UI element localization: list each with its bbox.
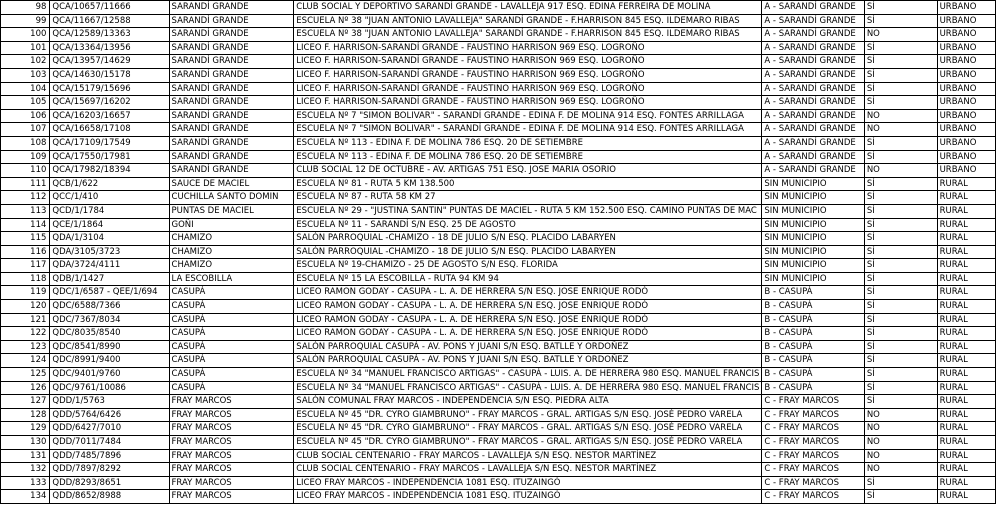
series-range-cell[interactable]: QDD/7485/7896 — [50, 449, 169, 463]
accessible-cell[interactable]: NO — [864, 436, 937, 450]
row-number-cell[interactable]: 114 — [1, 218, 50, 232]
row-number-cell[interactable]: 131 — [1, 449, 50, 463]
row-number-cell[interactable]: 123 — [1, 340, 50, 354]
table-row — [1, 123, 996, 137]
series-range-cell[interactable]: QDA/3105/3723 — [50, 245, 169, 259]
zone-cell[interactable]: RURAL — [937, 408, 995, 422]
accessible-cell[interactable]: NO — [864, 408, 937, 422]
locality-cell[interactable]: SARANDÍ GRANDE — [169, 68, 294, 82]
table-row — [1, 313, 996, 327]
accessible-cell[interactable]: SÍ — [864, 490, 937, 504]
locality-cell[interactable]: PUNTAS DE MACIEL — [169, 204, 294, 218]
venue-address-cell[interactable]: ESCUELA Nº 7 "SIMON BOLIVAR" - SARANDÍ GRANDE - EDINA F. DE MOLINA 914 ESQ. FONTES ARRILLAGA — [294, 109, 762, 123]
table-row — [1, 272, 996, 286]
accessible-cell[interactable]: SÍ — [864, 245, 937, 259]
row-number-cell[interactable]: 133 — [1, 476, 50, 490]
row-number-cell[interactable]: 105 — [1, 96, 50, 110]
table-row — [1, 463, 996, 477]
accessible-cell[interactable]: SÍ — [864, 327, 937, 341]
locality-cell[interactable]: CHAMIZO — [169, 245, 294, 259]
venue-address-cell[interactable]: SALÓN PARROQUIAL -CHAMIZO - 18 DE JULIO S/N ESQ. PLACIDO LABARYEN — [294, 232, 762, 246]
series-range-cell[interactable]: QDC/1/6587 - QEE/1/694 — [50, 286, 169, 300]
series-range-cell[interactable]: QDC/8035/8540 — [50, 327, 169, 341]
row-number-cell[interactable]: 113 — [1, 204, 50, 218]
locality-cell[interactable]: FRAY MARCOS — [169, 449, 294, 463]
accessible-cell[interactable]: NO — [864, 449, 937, 463]
zone-cell[interactable]: RURAL — [937, 272, 995, 286]
table-row — [1, 96, 996, 110]
venue-address-cell[interactable]: SALÓN PARROQUIAL -CHAMIZO - 18 DE JULIO S/N ESQ. PLACIDO LABARYEN — [294, 245, 762, 259]
table-row — [1, 476, 996, 490]
row-number-cell[interactable]: 102 — [1, 55, 50, 69]
municipality-cell[interactable]: B - CASUPÁ — [762, 286, 864, 300]
table-row — [1, 28, 996, 42]
venue-address-cell[interactable]: ESCUELA Nº 34 "MANUEL FRANCISCO ARTIGAS" - CASUPÁ - LUIS. A. DE HERRERA 980 ESQ. MANUEL FRANCIS — [294, 381, 762, 395]
accessible-cell[interactable]: SÍ — [864, 68, 937, 82]
locality-cell[interactable]: CASUPÁ — [169, 381, 294, 395]
municipality-cell[interactable]: SIN MUNICIPIO — [762, 272, 864, 286]
series-range-cell[interactable]: QCB/1/622 — [50, 177, 169, 191]
table-row — [1, 191, 996, 205]
series-range-cell[interactable]: QDC/9401/9760 — [50, 368, 169, 382]
venue-address-cell[interactable]: SALÓN PARROQUIAL CASUPÁ - AV. PONS Y JUANI S/N ESQ. BATLLE Y ORDOÑEZ — [294, 340, 762, 354]
row-number-cell[interactable]: 125 — [1, 368, 50, 382]
series-range-cell[interactable]: QCA/13364/13956 — [50, 41, 169, 55]
row-number-cell[interactable]: 111 — [1, 177, 50, 191]
municipality-cell[interactable]: C - FRAY MARCOS — [762, 436, 864, 450]
municipality-cell[interactable]: A - SARANDÍ GRANDE — [762, 123, 864, 137]
municipality-cell[interactable]: SIN MUNICIPIO — [762, 218, 864, 232]
zone-cell[interactable]: RURAL — [937, 381, 995, 395]
municipality-cell[interactable]: B - CASUPÁ — [762, 354, 864, 368]
table-row — [1, 82, 996, 96]
zone-cell[interactable]: URBANO — [937, 136, 995, 150]
locality-cell[interactable]: FRAY MARCOS — [169, 408, 294, 422]
series-range-cell[interactable]: QCA/11667/12588 — [50, 14, 169, 28]
locality-cell[interactable]: SARANDÍ GRANDE — [169, 14, 294, 28]
locality-cell[interactable]: SAUCE DE MACIEL — [169, 177, 294, 191]
venue-address-cell[interactable]: CLUB SOCIAL CENTENARIO - FRAY MARCOS - LAVALLEJA S/N ESQ. NESTOR MARTÍNEZ — [294, 449, 762, 463]
series-range-cell[interactable]: QDC/8991/9400 — [50, 354, 169, 368]
venue-address-cell[interactable]: LICEO RAMON GODAY - CASUPA - L. A. DE HERRERA S/N ESQ. JOSE ENRIQUE RODÓ — [294, 313, 762, 327]
series-range-cell[interactable]: QDC/6588/7366 — [50, 300, 169, 314]
table-row — [1, 1, 996, 15]
municipality-cell[interactable]: C - FRAY MARCOS — [762, 490, 864, 504]
municipality-cell[interactable]: B - CASUPÁ — [762, 327, 864, 341]
zone-cell[interactable]: RURAL — [937, 436, 995, 450]
venue-address-cell[interactable]: LICEO RAMON GODAY - CASUPA - L. A. DE HERRERA S/N ESQ. JOSE ENRIQUE RODÓ — [294, 327, 762, 341]
locality-cell[interactable]: CASUPÁ — [169, 313, 294, 327]
row-number-cell[interactable]: 104 — [1, 82, 50, 96]
row-number-cell[interactable]: 134 — [1, 490, 50, 504]
venue-address-cell[interactable]: ESCUELA Nº 113 - EDINA F. DE MOLINA 786 ESQ. 20 DE SETIEMBRE — [294, 150, 762, 164]
accessible-cell[interactable]: SÍ — [864, 259, 937, 273]
series-range-cell[interactable]: QCE/1/1864 — [50, 218, 169, 232]
venue-address-cell[interactable]: ESCUELA Nº 38 "JUAN ANTONIO LAVALLEJA" SARANDÍ GRANDE - F.HARRISON 845 ESQ. ILDEMARO RIBAS — [294, 14, 762, 28]
accessible-cell[interactable]: SÍ — [864, 150, 937, 164]
accessible-cell[interactable]: SÍ — [864, 232, 937, 246]
venue-address-cell[interactable]: ESCUELA Nº 38 "JUAN ANTONIO LAVALLEJA" SARANDÍ GRANDE - F.HARRISON 845 ESQ. ILDEMARO RIBAS — [294, 28, 762, 42]
accessible-cell[interactable]: SÍ — [864, 300, 937, 314]
municipality-cell[interactable]: A - SARANDÍ GRANDE — [762, 14, 864, 28]
row-number-cell[interactable]: 115 — [1, 232, 50, 246]
accessible-cell[interactable]: SÍ — [864, 272, 937, 286]
venue-address-cell[interactable]: ESCUELA Nº 11 - SARANDÍ S/N ESQ. 25 DE AGOSTO — [294, 218, 762, 232]
zone-cell[interactable]: RURAL — [937, 191, 995, 205]
zone-cell[interactable]: RURAL — [937, 395, 995, 409]
accessible-cell[interactable]: NO — [864, 109, 937, 123]
venue-address-cell[interactable]: LICEO F. HARRISON-SARANDÍ GRANDE - FAUSTINO HARRISON 969 ESQ. LOGROÑO — [294, 82, 762, 96]
locality-cell[interactable]: SARANDÍ GRANDE — [169, 41, 294, 55]
row-number-cell[interactable]: 103 — [1, 68, 50, 82]
venue-address-cell[interactable]: ESCUELA Nº 45 "DR. CYRO GIAMBRUNO" - FRAY MARCOS - GRAL. ARTIGAS S/N ESQ. JOSÉ PEDRO VARELA — [294, 422, 762, 436]
zone-cell[interactable]: RURAL — [937, 463, 995, 477]
locality-cell[interactable]: SARANDÍ GRANDE — [169, 82, 294, 96]
zone-cell[interactable]: URBANO — [937, 123, 995, 137]
locality-cell[interactable]: FRAY MARCOS — [169, 422, 294, 436]
locality-cell[interactable]: FRAY MARCOS — [169, 436, 294, 450]
row-number-cell[interactable]: 119 — [1, 286, 50, 300]
zone-cell[interactable]: URBANO — [937, 41, 995, 55]
zone-cell[interactable]: RURAL — [937, 204, 995, 218]
municipality-cell[interactable]: SIN MUNICIPIO — [762, 191, 864, 205]
municipality-cell[interactable]: A - SARANDÍ GRANDE — [762, 68, 864, 82]
table-row — [1, 109, 996, 123]
locality-cell[interactable]: CASUPÁ — [169, 368, 294, 382]
table-row — [1, 41, 996, 55]
accessible-cell[interactable]: NO — [864, 463, 937, 477]
municipality-cell[interactable]: C - FRAY MARCOS — [762, 395, 864, 409]
zone-cell[interactable]: RURAL — [937, 340, 995, 354]
zone-cell[interactable]: URBANO — [937, 164, 995, 178]
table-row — [1, 150, 996, 164]
table-row — [1, 177, 996, 191]
zone-cell[interactable]: URBANO — [937, 109, 995, 123]
zone-cell[interactable]: RURAL — [937, 313, 995, 327]
locality-cell[interactable]: SARANDÍ GRANDE — [169, 28, 294, 42]
zone-cell[interactable]: RURAL — [937, 327, 995, 341]
venue-address-cell[interactable]: LICEO F. HARRISON-SARANDÍ GRANDE - FAUSTINO HARRISON 969 ESQ. LOGROÑO — [294, 41, 762, 55]
series-range-cell[interactable]: QCA/14630/15178 — [50, 68, 169, 82]
zone-cell[interactable]: URBANO — [937, 28, 995, 42]
series-range-cell[interactable]: QDC/8541/8990 — [50, 340, 169, 354]
venue-address-cell[interactable]: LICEO RAMON GODAY - CASUPA - L. A. DE HERRERA S/N ESQ. JOSE ENRIQUE RODÓ — [294, 300, 762, 314]
table-row — [1, 490, 996, 504]
row-number-cell[interactable]: 107 — [1, 123, 50, 137]
accessible-cell[interactable]: SÍ — [864, 340, 937, 354]
table-row — [1, 327, 996, 341]
municipality-cell[interactable]: A - SARANDÍ GRANDE — [762, 164, 864, 178]
table-row — [1, 354, 996, 368]
series-range-cell[interactable]: QCA/15697/16202 — [50, 96, 169, 110]
venue-address-cell[interactable]: ESCUELA Nº 45 "DR. CYRO GIAMBRUNO" - FRAY MARCOS - GRAL. ARTIGAS S/N ESQ. JOSÉ PEDRO VARELA — [294, 408, 762, 422]
venue-address-cell[interactable]: ESCUELA Nº 19-CHAMIZO - 25 DE AGOSTO S/N ESQ. FLORIDA — [294, 259, 762, 273]
locality-cell[interactable]: CUCHILLA SANTO DOMIN — [169, 191, 294, 205]
locality-cell[interactable]: FRAY MARCOS — [169, 395, 294, 409]
series-range-cell[interactable]: QDD/7011/7484 — [50, 436, 169, 450]
row-number-cell[interactable]: 116 — [1, 245, 50, 259]
municipality-cell[interactable]: SIN MUNICIPIO — [762, 177, 864, 191]
table-body — [1, 1, 996, 504]
venue-address-cell[interactable]: ESCUELA Nº 87 - RUTA 58 KM 27 — [294, 191, 762, 205]
locality-cell[interactable]: CASUPÁ — [169, 327, 294, 341]
series-range-cell[interactable]: QCA/12589/13363 — [50, 28, 169, 42]
zone-cell[interactable]: RURAL — [937, 368, 995, 382]
locality-cell[interactable]: CASUPÁ — [169, 340, 294, 354]
row-number-cell[interactable]: 98 — [1, 1, 50, 15]
row-number-cell[interactable]: 101 — [1, 41, 50, 55]
series-range-cell[interactable]: QCA/17109/17549 — [50, 136, 169, 150]
series-range-cell[interactable]: QCA/17982/18394 — [50, 164, 169, 178]
venue-address-cell[interactable]: SALÓN COMUNAL FRAY MARCOS - INDEPENDENCIA S/N ESQ. PIEDRA ALTA — [294, 395, 762, 409]
table-row — [1, 422, 996, 436]
accessible-cell[interactable]: SÍ — [864, 354, 937, 368]
zone-cell[interactable]: RURAL — [937, 286, 995, 300]
locality-cell[interactable]: CASUPÁ — [169, 286, 294, 300]
row-number-cell[interactable]: 127 — [1, 395, 50, 409]
locality-cell[interactable]: FRAY MARCOS — [169, 463, 294, 477]
series-range-cell[interactable]: QDC/9761/10086 — [50, 381, 169, 395]
locality-cell[interactable]: FRAY MARCOS — [169, 476, 294, 490]
table-row — [1, 286, 996, 300]
row-number-cell[interactable]: 129 — [1, 422, 50, 436]
row-number-cell[interactable]: 126 — [1, 381, 50, 395]
accessible-cell[interactable]: NO — [864, 28, 937, 42]
series-range-cell[interactable]: QCA/10657/11666 — [50, 1, 169, 15]
venue-address-cell[interactable]: CLUB SOCIAL 12 DE OCTUBRE - AV. ARTIGAS 751 ESQ. JOSE MARIA OSORIO — [294, 164, 762, 178]
row-number-cell[interactable]: 112 — [1, 191, 50, 205]
locality-cell[interactable]: LA ESCOBILLA — [169, 272, 294, 286]
accessible-cell[interactable]: SÍ — [864, 96, 937, 110]
locality-cell[interactable]: CHAMIZO — [169, 259, 294, 273]
municipality-cell[interactable]: A - SARANDÍ GRANDE — [762, 82, 864, 96]
municipality-cell[interactable]: C - FRAY MARCOS — [762, 449, 864, 463]
series-range-cell[interactable]: QDD/6427/7010 — [50, 422, 169, 436]
table-row — [1, 340, 996, 354]
table-row — [1, 14, 996, 28]
table-row — [1, 218, 996, 232]
accessible-cell[interactable]: SÍ — [864, 368, 937, 382]
venue-address-cell[interactable]: SALÓN PARROQUIAL CASUPÁ - AV. PONS Y JUANI S/N ESQ. BATLLE Y ORDOÑEZ — [294, 354, 762, 368]
municipality-cell[interactable]: C - FRAY MARCOS — [762, 476, 864, 490]
municipality-cell[interactable]: SIN MUNICIPIO — [762, 259, 864, 273]
accessible-cell[interactable]: SÍ — [864, 313, 937, 327]
accessible-cell[interactable]: SÍ — [864, 476, 937, 490]
series-range-cell[interactable]: QCA/16203/16657 — [50, 109, 169, 123]
zone-cell[interactable]: RURAL — [937, 300, 995, 314]
municipality-cell[interactable]: A - SARANDÍ GRANDE — [762, 55, 864, 69]
zone-cell[interactable]: RURAL — [937, 449, 995, 463]
accessible-cell[interactable]: SÍ — [864, 1, 937, 15]
row-number-cell[interactable]: 124 — [1, 354, 50, 368]
zone-cell[interactable]: URBANO — [937, 14, 995, 28]
series-range-cell[interactable]: QDD/7897/8292 — [50, 463, 169, 477]
series-range-cell[interactable]: QCD/1/1784 — [50, 204, 169, 218]
locality-cell[interactable]: SARANDÍ GRANDE — [169, 136, 294, 150]
municipality-cell[interactable]: A - SARANDÍ GRANDE — [762, 109, 864, 123]
venue-address-cell[interactable]: LICEO F. HARRISON-SARANDÍ GRANDE - FAUSTINO HARRISON 969 ESQ. LOGROÑO — [294, 55, 762, 69]
series-range-cell[interactable]: QCA/15179/15696 — [50, 82, 169, 96]
series-range-cell[interactable]: QDA/1/3104 — [50, 232, 169, 246]
municipality-cell[interactable]: A - SARANDÍ GRANDE — [762, 1, 864, 15]
accessible-cell[interactable]: SÍ — [864, 191, 937, 205]
venue-address-cell[interactable]: LICEO F. HARRISON-SARANDÍ GRANDE - FAUSTINO HARRISON 969 ESQ. LOGROÑO — [294, 96, 762, 110]
row-number-cell[interactable]: 130 — [1, 436, 50, 450]
series-range-cell[interactable]: QDB/1/1427 — [50, 272, 169, 286]
municipality-cell[interactable]: B - CASUPÁ — [762, 313, 864, 327]
table-row — [1, 245, 996, 259]
series-range-cell[interactable]: QDD/1/5763 — [50, 395, 169, 409]
series-range-cell[interactable]: QCC/1/410 — [50, 191, 169, 205]
accessible-cell[interactable]: SÍ — [864, 395, 937, 409]
municipality-cell[interactable]: A - SARANDÍ GRANDE — [762, 150, 864, 164]
venue-address-cell[interactable]: LICEO FRAY MARCOS - INDEPENDENCIA 1081 ESQ. ITUZAINGÓ — [294, 476, 762, 490]
series-range-cell[interactable]: QCA/16658/17108 — [50, 123, 169, 137]
table-row — [1, 259, 996, 273]
table-row — [1, 204, 996, 218]
row-number-cell[interactable]: 122 — [1, 327, 50, 341]
row-number-cell[interactable]: 110 — [1, 164, 50, 178]
municipality-cell[interactable]: SIN MUNICIPIO — [762, 232, 864, 246]
series-range-cell[interactable]: QCA/17550/17981 — [50, 150, 169, 164]
zone-cell[interactable]: RURAL — [937, 177, 995, 191]
zone-cell[interactable]: RURAL — [937, 259, 995, 273]
table-row — [1, 68, 996, 82]
accessible-cell[interactable]: SÍ — [864, 41, 937, 55]
accessible-cell[interactable]: SÍ — [864, 204, 937, 218]
locality-cell[interactable]: GOÑI — [169, 218, 294, 232]
locality-cell[interactable]: SARANDÍ GRANDE — [169, 1, 294, 15]
municipality-cell[interactable]: B - CASUPÁ — [762, 381, 864, 395]
municipality-cell[interactable]: B - CASUPÁ — [762, 300, 864, 314]
accessible-cell[interactable]: SÍ — [864, 82, 937, 96]
municipality-cell[interactable]: A - SARANDÍ GRANDE — [762, 136, 864, 150]
row-number-cell[interactable]: 117 — [1, 259, 50, 273]
locality-cell[interactable]: SARANDÍ GRANDE — [169, 164, 294, 178]
venue-address-cell[interactable]: LICEO F. HARRISON-SARANDÍ GRANDE - FAUSTINO HARRISON 969 ESQ. LOGROÑO — [294, 68, 762, 82]
venue-address-cell[interactable]: ESCUELA Nº 29 - "JUSTINA SANTIN" PUNTAS DE MACIEL - RUTA 5 KM 152.500 ESQ. CAMINO PUNTAS DE MAC — [294, 204, 762, 218]
venue-address-cell[interactable]: LICEO RAMON GODAY - CASUPA - L. A. DE HERRERA S/N ESQ. JOSE ENRIQUE RODÓ — [294, 286, 762, 300]
row-number-cell[interactable]: 132 — [1, 463, 50, 477]
accessible-cell[interactable]: SÍ — [864, 286, 937, 300]
zone-cell[interactable]: URBANO — [937, 68, 995, 82]
table-row — [1, 436, 996, 450]
zone-cell[interactable]: URBANO — [937, 55, 995, 69]
table-row — [1, 232, 996, 246]
row-number-cell[interactable]: 118 — [1, 272, 50, 286]
municipality-cell[interactable]: C - FRAY MARCOS — [762, 408, 864, 422]
table-row — [1, 381, 996, 395]
accessible-cell[interactable]: SÍ — [864, 218, 937, 232]
table-row — [1, 408, 996, 422]
locality-cell[interactable]: SARANDÍ GRANDE — [169, 109, 294, 123]
venue-address-cell[interactable]: ESCUELA Nº 7 "SIMON BOLIVAR" - SARANDÍ GRANDE - EDINA F. DE MOLINA 914 ESQ. FONTES ARRILLAGA — [294, 123, 762, 137]
series-range-cell[interactable]: QDD/8652/8988 — [50, 490, 169, 504]
zone-cell[interactable]: RURAL — [937, 354, 995, 368]
venue-address-cell[interactable]: CLUB SOCIAL Y DEPORTIVO SARANDÍ GRANDE - LAVALLEJA 917 ESQ. EDINA FERREIRA DE MOLINA — [294, 1, 762, 15]
venue-address-cell[interactable]: CLUB SOCIAL CENTENARIO - FRAY MARCOS - LAVALLEJA S/N ESQ. NESTOR MARTÍNEZ — [294, 463, 762, 477]
venue-address-cell[interactable]: ESCUELA Nº 81 - RUTA 5 KM 138.500 — [294, 177, 762, 191]
table-row — [1, 300, 996, 314]
row-number-cell[interactable]: 99 — [1, 14, 50, 28]
series-range-cell[interactable]: QDD/5764/6426 — [50, 408, 169, 422]
locality-cell[interactable]: SARANDÍ GRANDE — [169, 123, 294, 137]
zone-cell[interactable]: URBANO — [937, 96, 995, 110]
venue-address-cell[interactable]: LICEO FRAY MARCOS - INDEPENDENCIA 1081 ESQ. ITUZAINGÓ — [294, 490, 762, 504]
venue-address-cell[interactable]: ESCUELA Nº 45 "DR. CYRO GIAMBRUNO" - FRAY MARCOS - GRAL. ARTIGAS S/N ESQ. JOSÉ PEDRO VARELA — [294, 436, 762, 450]
row-number-cell[interactable]: 108 — [1, 136, 50, 150]
municipality-cell[interactable]: SIN MUNICIPIO — [762, 245, 864, 259]
accessible-cell[interactable]: NO — [864, 422, 937, 436]
municipality-cell[interactable]: C - FRAY MARCOS — [762, 463, 864, 477]
series-range-cell[interactable]: QCA/13957/14629 — [50, 55, 169, 69]
locality-cell[interactable]: SARANDÍ GRANDE — [169, 150, 294, 164]
accessible-cell[interactable]: SÍ — [864, 136, 937, 150]
zone-cell[interactable]: URBANO — [937, 150, 995, 164]
row-number-cell[interactable]: 120 — [1, 300, 50, 314]
zone-cell[interactable]: RURAL — [937, 422, 995, 436]
row-number-cell[interactable]: 121 — [1, 313, 50, 327]
locality-cell[interactable]: FRAY MARCOS — [169, 490, 294, 504]
table-row — [1, 136, 996, 150]
zone-cell[interactable]: URBANO — [937, 1, 995, 15]
accessible-cell[interactable]: NO — [864, 123, 937, 137]
zone-cell[interactable]: RURAL — [937, 245, 995, 259]
locality-cell[interactable]: CASUPÁ — [169, 300, 294, 314]
venue-address-cell[interactable]: ESCUELA Nº 113 - EDINA F. DE MOLINA 786 ESQ. 20 DE SETIEMBRE — [294, 136, 762, 150]
accessible-cell[interactable]: SÍ — [864, 14, 937, 28]
municipality-cell[interactable]: B - CASUPÁ — [762, 368, 864, 382]
row-number-cell[interactable]: 128 — [1, 408, 50, 422]
municipality-cell[interactable]: C - FRAY MARCOS — [762, 422, 864, 436]
series-range-cell[interactable]: QDD/8293/8651 — [50, 476, 169, 490]
municipality-cell[interactable]: A - SARANDÍ GRANDE — [762, 41, 864, 55]
zone-cell[interactable]: URBANO — [937, 82, 995, 96]
table-row — [1, 395, 996, 409]
venue-address-cell[interactable]: ESCUELA Nº 15 LA ESCOBILLA - RUTA 94 KM 94 — [294, 272, 762, 286]
table-row — [1, 55, 996, 69]
row-number-cell[interactable]: 109 — [1, 150, 50, 164]
table-row — [1, 164, 996, 178]
venue-address-cell[interactable]: ESCUELA Nº 34 "MANUEL FRANCISCO ARTIGAS" - CASUPÁ - LUIS. A. DE HERRERA 980 ESQ. MANUEL FRANCIS — [294, 368, 762, 382]
accessible-cell[interactable]: SÍ — [864, 177, 937, 191]
series-range-cell[interactable]: QDA/3724/4111 — [50, 259, 169, 273]
row-number-cell[interactable]: 106 — [1, 109, 50, 123]
series-range-cell[interactable]: QDC/7367/8034 — [50, 313, 169, 327]
row-number-cell[interactable]: 100 — [1, 28, 50, 42]
accessible-cell[interactable]: SÍ — [864, 55, 937, 69]
table-row — [1, 368, 996, 382]
municipality-cell[interactable]: A - SARANDÍ GRANDE — [762, 96, 864, 110]
locality-cell[interactable]: SARANDÍ GRANDE — [169, 55, 294, 69]
zone-cell[interactable]: RURAL — [937, 218, 995, 232]
locality-cell[interactable]: CHAMIZO — [169, 232, 294, 246]
municipality-cell[interactable]: SIN MUNICIPIO — [762, 204, 864, 218]
locality-cell[interactable]: SARANDÍ GRANDE — [169, 96, 294, 110]
table-row — [1, 449, 996, 463]
accessible-cell[interactable]: SÍ — [864, 381, 937, 395]
zone-cell[interactable]: RURAL — [937, 232, 995, 246]
accessible-cell[interactable]: NO — [864, 164, 937, 178]
zone-cell[interactable]: RURAL — [937, 490, 995, 504]
municipality-cell[interactable]: A - SARANDÍ GRANDE — [762, 28, 864, 42]
locality-cell[interactable]: CASUPÁ — [169, 354, 294, 368]
municipality-cell[interactable]: B - CASUPÁ — [762, 340, 864, 354]
zone-cell[interactable]: RURAL — [937, 476, 995, 490]
